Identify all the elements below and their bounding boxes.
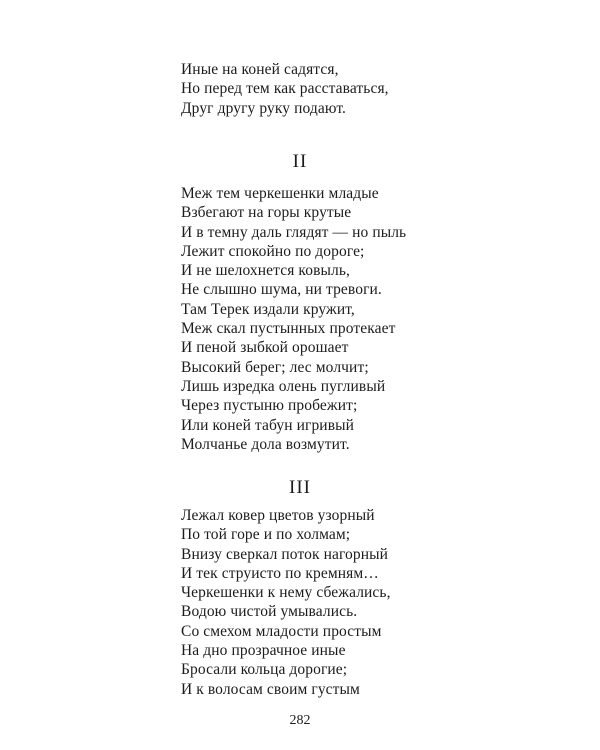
poem-line: Иные на коней садятся, [181, 61, 339, 78]
poem-line: На дно прозрачное иные [181, 642, 346, 660]
poem-line: По той горе и по холмам; [181, 526, 351, 544]
poem-line: И тек струисто по кремням… [181, 564, 379, 582]
poem-line: Со смехом младости простым [181, 622, 382, 640]
poem-line: Меж скал пустынных протекает [181, 320, 396, 338]
opening-stanza [181, 60, 389, 118]
poem-line: Лежал ковер цветов узорный [181, 507, 375, 524]
page-number: 282 [289, 713, 311, 728]
section-number-2: II [292, 151, 308, 172]
section-2-stanza [181, 184, 406, 454]
poem-line: Лишь изредка олень пугливый [181, 377, 386, 395]
poem-line: И к волосам своим густым [181, 680, 360, 698]
poem-line: И пеной зыбкой орошает [181, 339, 349, 357]
poem-line: Черкешенки к нему сбежались, [181, 584, 391, 602]
poem-line: Водою чистой умывались. [181, 603, 358, 621]
poem-line: Высокий берег; лес молчит; [181, 358, 369, 376]
poem-line: Молчанье дола возмутит. [181, 435, 350, 453]
poem-line: Бросали кольца дорогие; [181, 661, 348, 679]
poem-line: Лежит спокойно по дороге; [181, 242, 365, 260]
poem-line: Не слышно шума, ни тревоги. [181, 281, 382, 299]
poem-line: Но перед тем как расставаться, [181, 80, 389, 98]
poem-line: Друг другу руку подают. [181, 99, 347, 117]
section-3-stanza [181, 506, 391, 699]
poem-line: Через пустыню пробежит; [181, 397, 358, 415]
poem-line: И не шелохнется ковыль, [181, 262, 351, 280]
section-number-3: III [289, 477, 311, 498]
poem-line: Там Терек издали кружит, [181, 300, 355, 318]
poem-line: Меж тем черкешенки младые [181, 185, 379, 202]
poem-line: Взбегают на горы крутые [181, 204, 352, 222]
poem-line: Или коней табун игривый [181, 416, 355, 434]
poem-line: И в темну даль глядят — но пыль [181, 223, 407, 241]
poem-line: Внизу сверкал поток нагорный [181, 545, 389, 563]
